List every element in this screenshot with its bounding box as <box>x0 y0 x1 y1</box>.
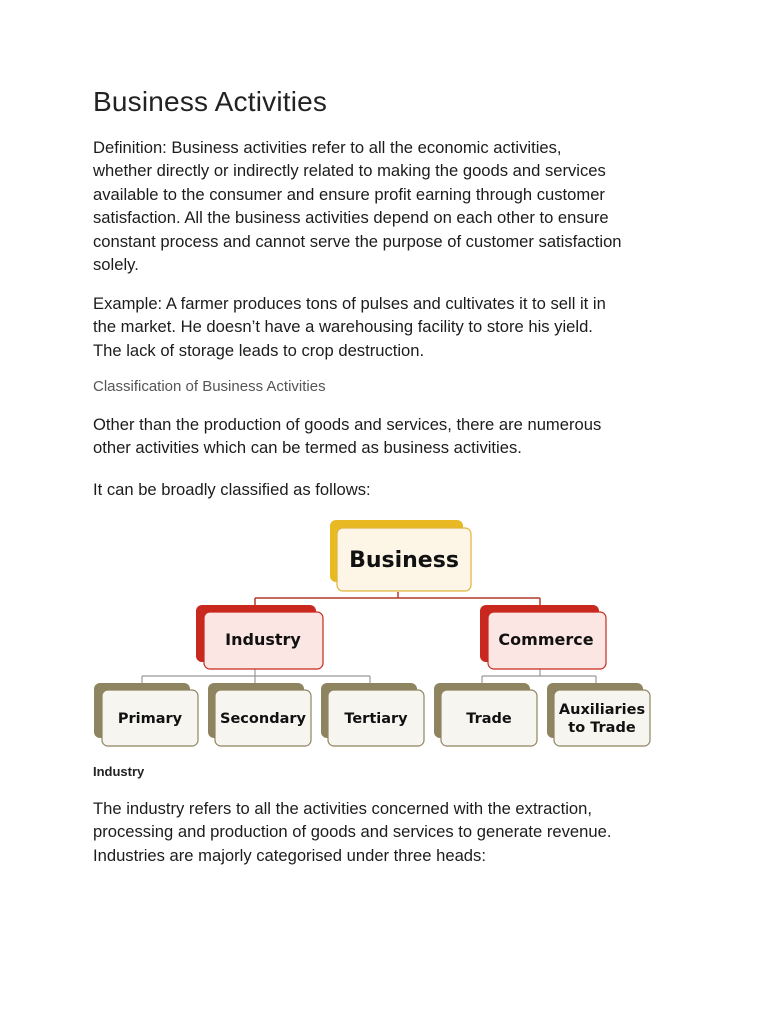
industry-line: The industry refers to all the activities concerned with the extraction, <box>93 799 592 818</box>
node-auxiliaries-to-trade <box>547 683 650 746</box>
node-label: Industry <box>225 630 301 649</box>
industry-line: processing and production of goods and services to generate revenue. <box>93 822 612 842</box>
industry-heading: Industry <box>93 764 145 779</box>
definition-line: Definition: Business activities refer to all the economic activities, <box>93 138 562 157</box>
example-line: The lack of storage leads to crop destruction. <box>93 340 425 360</box>
node-box <box>554 690 650 746</box>
node-label: Business <box>349 548 459 573</box>
root-connectors <box>255 592 540 606</box>
node-label: Commerce <box>498 630 594 649</box>
node-industry <box>196 605 323 669</box>
definition-line: solely. <box>93 255 139 275</box>
node-business <box>330 520 471 591</box>
commerce-connectors <box>482 669 596 684</box>
node-commerce <box>480 605 606 669</box>
industry-connectors <box>142 669 370 684</box>
classified-line: It can be broadly classified as follows: <box>93 480 371 499</box>
node-secondary <box>208 683 311 746</box>
other-line: other activities which can be termed as business activities. <box>93 438 522 458</box>
definition-line: available to the consumer and ensure profit earning through customer <box>93 184 605 204</box>
node-tertiary <box>321 683 424 746</box>
definition-line: satisfaction. All the business activities depend on each other to ensure <box>93 208 609 228</box>
definition-line: constant process and cannot serve the purpose of customer satisfaction <box>93 231 622 251</box>
node-trade <box>434 683 537 746</box>
example-line: Example: A farmer produces tons of pulses and cultivates it to sell it in <box>93 294 606 313</box>
definition-line: whether directly or indirectly related to making the goods and services <box>93 161 606 181</box>
node-label: Primary <box>117 711 183 727</box>
node-label: Auxiliaries <box>558 702 646 718</box>
node-primary <box>94 683 198 746</box>
page-title: Business Activities <box>93 86 328 117</box>
industry-line: Industries are majorly categorised under three heads: <box>93 845 486 865</box>
other-line: Other than the production of goods and services, there are numerous <box>93 415 602 434</box>
node-label: Trade <box>466 711 512 727</box>
node-label: Tertiary <box>344 711 408 727</box>
classification-heading: Classification of Business Activities <box>93 378 326 395</box>
node-label: Secondary <box>220 711 306 727</box>
example-line: the market. He doesn’t have a warehousing facility to store his yield. <box>93 317 593 337</box>
node-label: to Trade <box>568 720 636 736</box>
